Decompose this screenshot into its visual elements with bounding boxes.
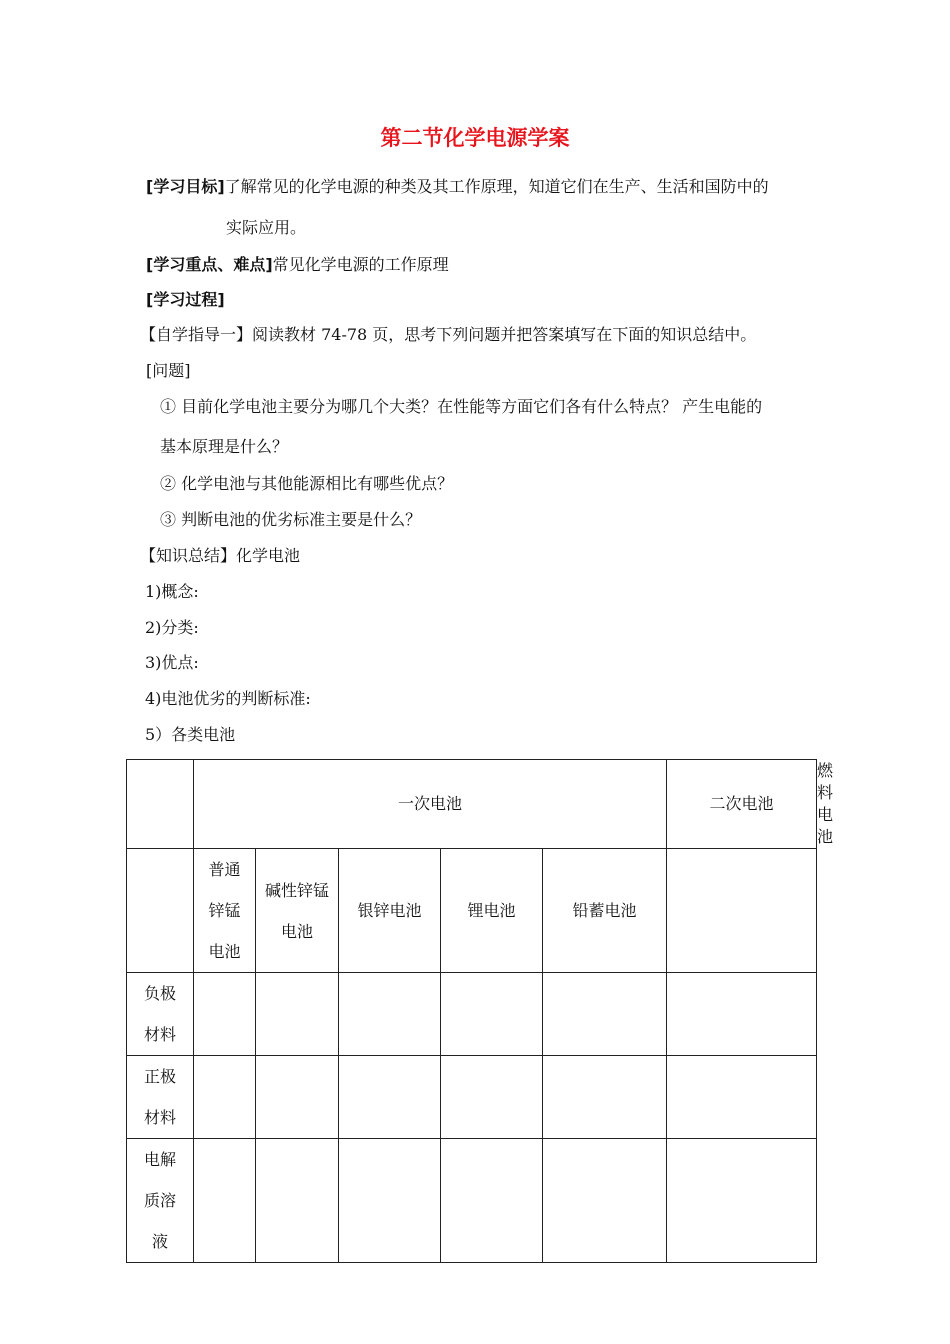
objectives-line-2: 实际应用。 <box>226 218 307 237</box>
objectives-text: 了解常见的化学电源的种类及其工作原理，知道它们在生产、生活和国防中的 <box>224 177 769 196</box>
table-cell[interactable] <box>441 1139 543 1263</box>
table-row <box>127 973 817 1056</box>
row-negative-label: 负极材料 <box>143 984 176 1044</box>
table-cell[interactable] <box>667 973 817 1056</box>
table-empty-cell <box>667 849 817 973</box>
summary-item-battery-types: 5）各类电池 <box>145 725 236 744</box>
table-cell[interactable] <box>543 1056 667 1139</box>
battery-table <box>126 759 834 1263</box>
key-points-text: 常见化学电源的工作原理 <box>272 255 449 274</box>
objectives-label: [学习目标] <box>146 177 225 196</box>
summary-item-advantages: 3)优点: <box>145 653 199 672</box>
key-points-label: [学习重点、难点] <box>146 255 273 274</box>
row-positive-label: 正极材料 <box>143 1067 176 1127</box>
question-2: ② 化学电池与其他能源相比有哪些优点？ <box>160 474 454 493</box>
table-cell[interactable] <box>256 973 339 1056</box>
header-primary-battery: 一次电池 <box>194 760 667 849</box>
col-silver-zinc: 银锌电池 <box>339 849 441 973</box>
question-1-line-1: ① 目前化学电池主要分为哪几个大类？在性能等方面它们各有什么特点？ 产生电能的 <box>160 397 763 416</box>
table-cell[interactable] <box>194 973 256 1056</box>
col-alkaline-label: 碱性锌锰电池 <box>264 880 329 941</box>
table-row <box>127 1056 817 1139</box>
table-corner-cell <box>127 760 194 849</box>
table-cell[interactable] <box>441 1056 543 1139</box>
table-cell[interactable] <box>441 973 543 1056</box>
table-cell[interactable] <box>667 1056 817 1139</box>
summary-item-criteria: 4)电池优劣的判断标准: <box>145 689 311 708</box>
col-zinc-manganese <box>194 849 256 973</box>
question-3: ③ 判断电池的优劣标准主要是什么？ <box>160 510 422 529</box>
row-electrolyte-label: 电解质溶液 <box>143 1150 176 1251</box>
col-lithium: 锂电池 <box>441 849 543 973</box>
guide-text: 【自学指导一】阅读教材 74-78 页，思考下列问题并把答案填写在下面的知识总结中。 <box>140 325 757 344</box>
table-row <box>127 1139 817 1263</box>
table-cell[interactable] <box>339 973 441 1056</box>
table-cell[interactable] <box>256 1139 339 1263</box>
table-empty-cell <box>127 849 194 973</box>
table-cell[interactable] <box>256 1056 339 1139</box>
summary-item-classification: 2)分类: <box>145 618 199 637</box>
page-title: 第二节化学电源学案 <box>380 126 570 150</box>
questions-label: [问题] <box>146 361 191 380</box>
table-cell[interactable] <box>339 1139 441 1263</box>
col-lead-acid: 铅蓄电池 <box>543 849 667 973</box>
col-alkaline-zinc-manganese <box>256 849 339 973</box>
table-cell[interactable] <box>194 1139 256 1263</box>
row-positive-material <box>127 1056 194 1139</box>
objectives-line-1 <box>146 177 769 197</box>
process-label: [学习过程] <box>146 290 225 309</box>
table-row <box>127 849 817 973</box>
table-cell[interactable] <box>543 1139 667 1263</box>
header-secondary-battery: 二次电池 <box>667 760 817 849</box>
row-negative-material <box>127 973 194 1056</box>
summary-heading: 【知识总结】化学电池 <box>140 546 301 565</box>
col-zinc-manganese-label: 普通锌锰电池 <box>208 860 241 961</box>
row-electrolyte <box>127 1139 194 1263</box>
table-row: 一次电池 二次电池 燃料电池 <box>127 760 817 849</box>
summary-item-concept: 1)概念: <box>145 582 199 601</box>
table-cell[interactable] <box>339 1056 441 1139</box>
table-cell[interactable] <box>667 1139 817 1263</box>
table-cell[interactable] <box>543 973 667 1056</box>
table-cell[interactable] <box>194 1056 256 1139</box>
key-points-line <box>146 255 449 275</box>
question-1-line-2: 基本原理是什么？ <box>160 437 289 456</box>
